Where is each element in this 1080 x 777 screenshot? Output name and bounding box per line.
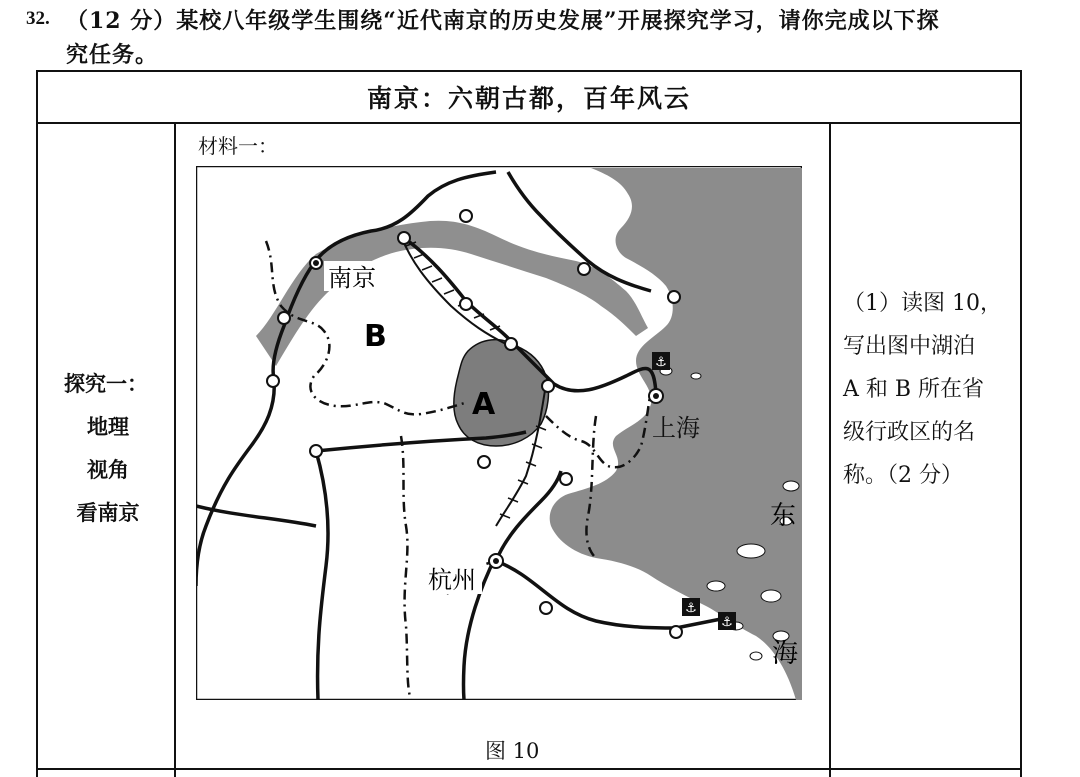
map-label-dong: 东 (770, 501, 797, 531)
map-label-hangzhou: 杭州 (428, 566, 476, 594)
question-text-line1: （12 分）某校八年级学生围绕“近代南京的历史发展”开展探究学习，请你完成以下探 (66, 8, 940, 34)
table-header: 南京：六朝古都，百年风云 (38, 72, 1020, 124)
question-prompt (843, 282, 1013, 497)
yangtze-delta-map (196, 166, 802, 700)
figure-caption: 图 10 (485, 739, 540, 763)
map-label-a: A (472, 387, 496, 422)
material-label: 材料一： (198, 134, 278, 158)
left-col-line: 探究一： (64, 371, 148, 396)
map-label-hai: 海 (772, 639, 799, 669)
map-label-nanjing: 南京 (328, 264, 376, 292)
svg-text:⚓: ⚓ (685, 601, 697, 616)
question-number: 32. (26, 8, 50, 29)
svg-text:⚓: ⚓ (655, 355, 667, 370)
prompt-line: （1）读图 10， (843, 291, 1002, 316)
prompt-line: A 和 B 所在省 (843, 377, 985, 402)
left-column (64, 362, 148, 534)
left-col-line: 地理 (87, 414, 129, 439)
map-label-shanghai: 上海 (652, 414, 700, 442)
question-text-line2: 究任务。 (66, 42, 159, 68)
prompt-line: 写出图中湖泊 (843, 334, 976, 359)
prompt-line: 称。（2 分） (843, 463, 963, 488)
svg-text:⚓: ⚓ (721, 615, 733, 630)
map-label-b: B (364, 319, 387, 354)
prompt-line: 级行政区的名 (843, 420, 976, 445)
column-divider-right (829, 122, 831, 777)
left-col-line: 看南京 (76, 500, 140, 525)
column-divider-left (174, 122, 176, 777)
left-col-line: 视角 (87, 457, 129, 482)
table-bottom-border (36, 768, 1022, 770)
